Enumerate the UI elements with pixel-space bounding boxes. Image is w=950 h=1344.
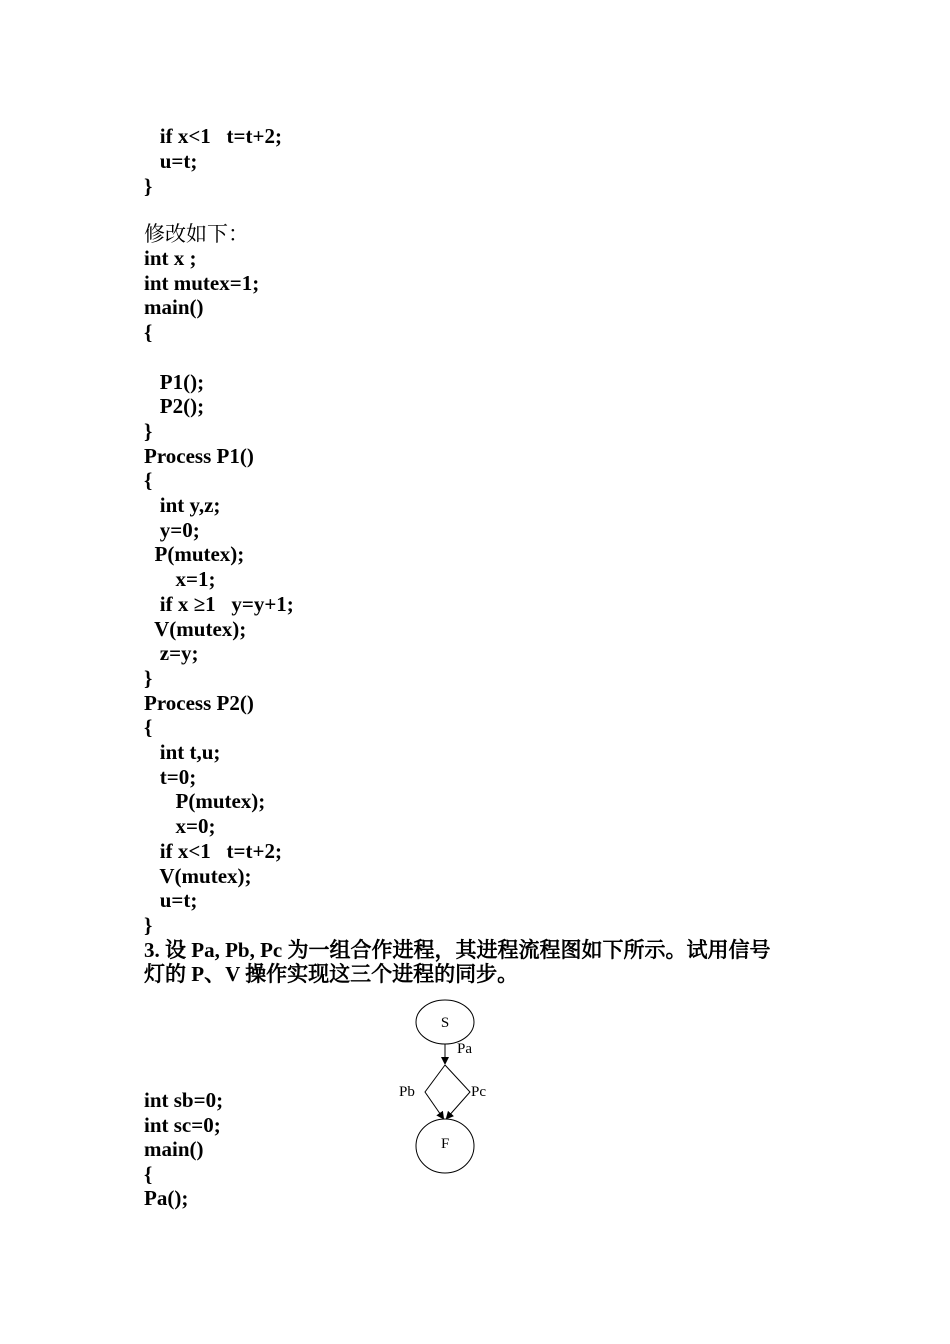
code-line: u=t; [144,888,198,912]
code-line: Pa(); [144,1186,189,1210]
code-line: } [144,666,153,690]
pc-branch [445,1065,470,1118]
process-flow-diagram [390,995,500,1180]
code-line: Process P2() [144,691,254,715]
code-line: main() [144,295,204,319]
pa-label: Pa [457,1041,472,1057]
code-line: } [144,174,153,198]
question-line: 灯的 P、V 操作实现这三个进程的同步。 [144,962,519,986]
code-line: } [144,419,153,443]
code-line: x=1; [144,567,216,591]
code-line: P1(); [144,370,205,394]
finish-node-label: F [441,1136,450,1152]
code-line: int sb=0; [144,1088,224,1112]
code-line: { [144,320,153,344]
code-line: y=0; [144,518,200,542]
code-line: t=0; [144,765,197,789]
code-line: V(mutex); [144,617,247,641]
code-line: main() [144,1137,204,1161]
code-line: int y,z; [144,493,221,517]
question-line: 3. 设 Pa, Pb, Pc 为一组合作进程，其进程流程图如下所示。试用信号 [144,938,771,962]
pb-branch [425,1065,445,1118]
code-line: P2(); [144,394,205,418]
code-line: u=t; [144,149,198,173]
code-line: z=y; [144,641,199,665]
code-line: int x ; [144,246,197,270]
code-line: Process P1() [144,444,254,468]
code-line: int mutex=1; [144,271,260,295]
code-line: { [144,1162,153,1186]
code-line: P(mutex); [144,789,266,813]
code-line: { [144,715,153,739]
code-line: { [144,468,153,492]
code-line: V(mutex); [144,864,252,888]
pc-label: Pc [471,1084,486,1100]
code-line: if x<1 t=t+2; [144,124,282,148]
code-line: int sc=0; [144,1113,221,1137]
code-line: if x ≥1 y=y+1; [144,592,294,616]
code-line: if x<1 t=t+2; [144,839,282,863]
code-line: int t,u; [144,740,221,764]
section-heading: 修改如下： [144,222,249,246]
pb-label: Pb [399,1084,415,1100]
start-node-label: S [440,1015,450,1031]
code-line: P(mutex); [144,542,245,566]
code-line: x=0; [144,814,216,838]
code-line: } [144,913,153,937]
